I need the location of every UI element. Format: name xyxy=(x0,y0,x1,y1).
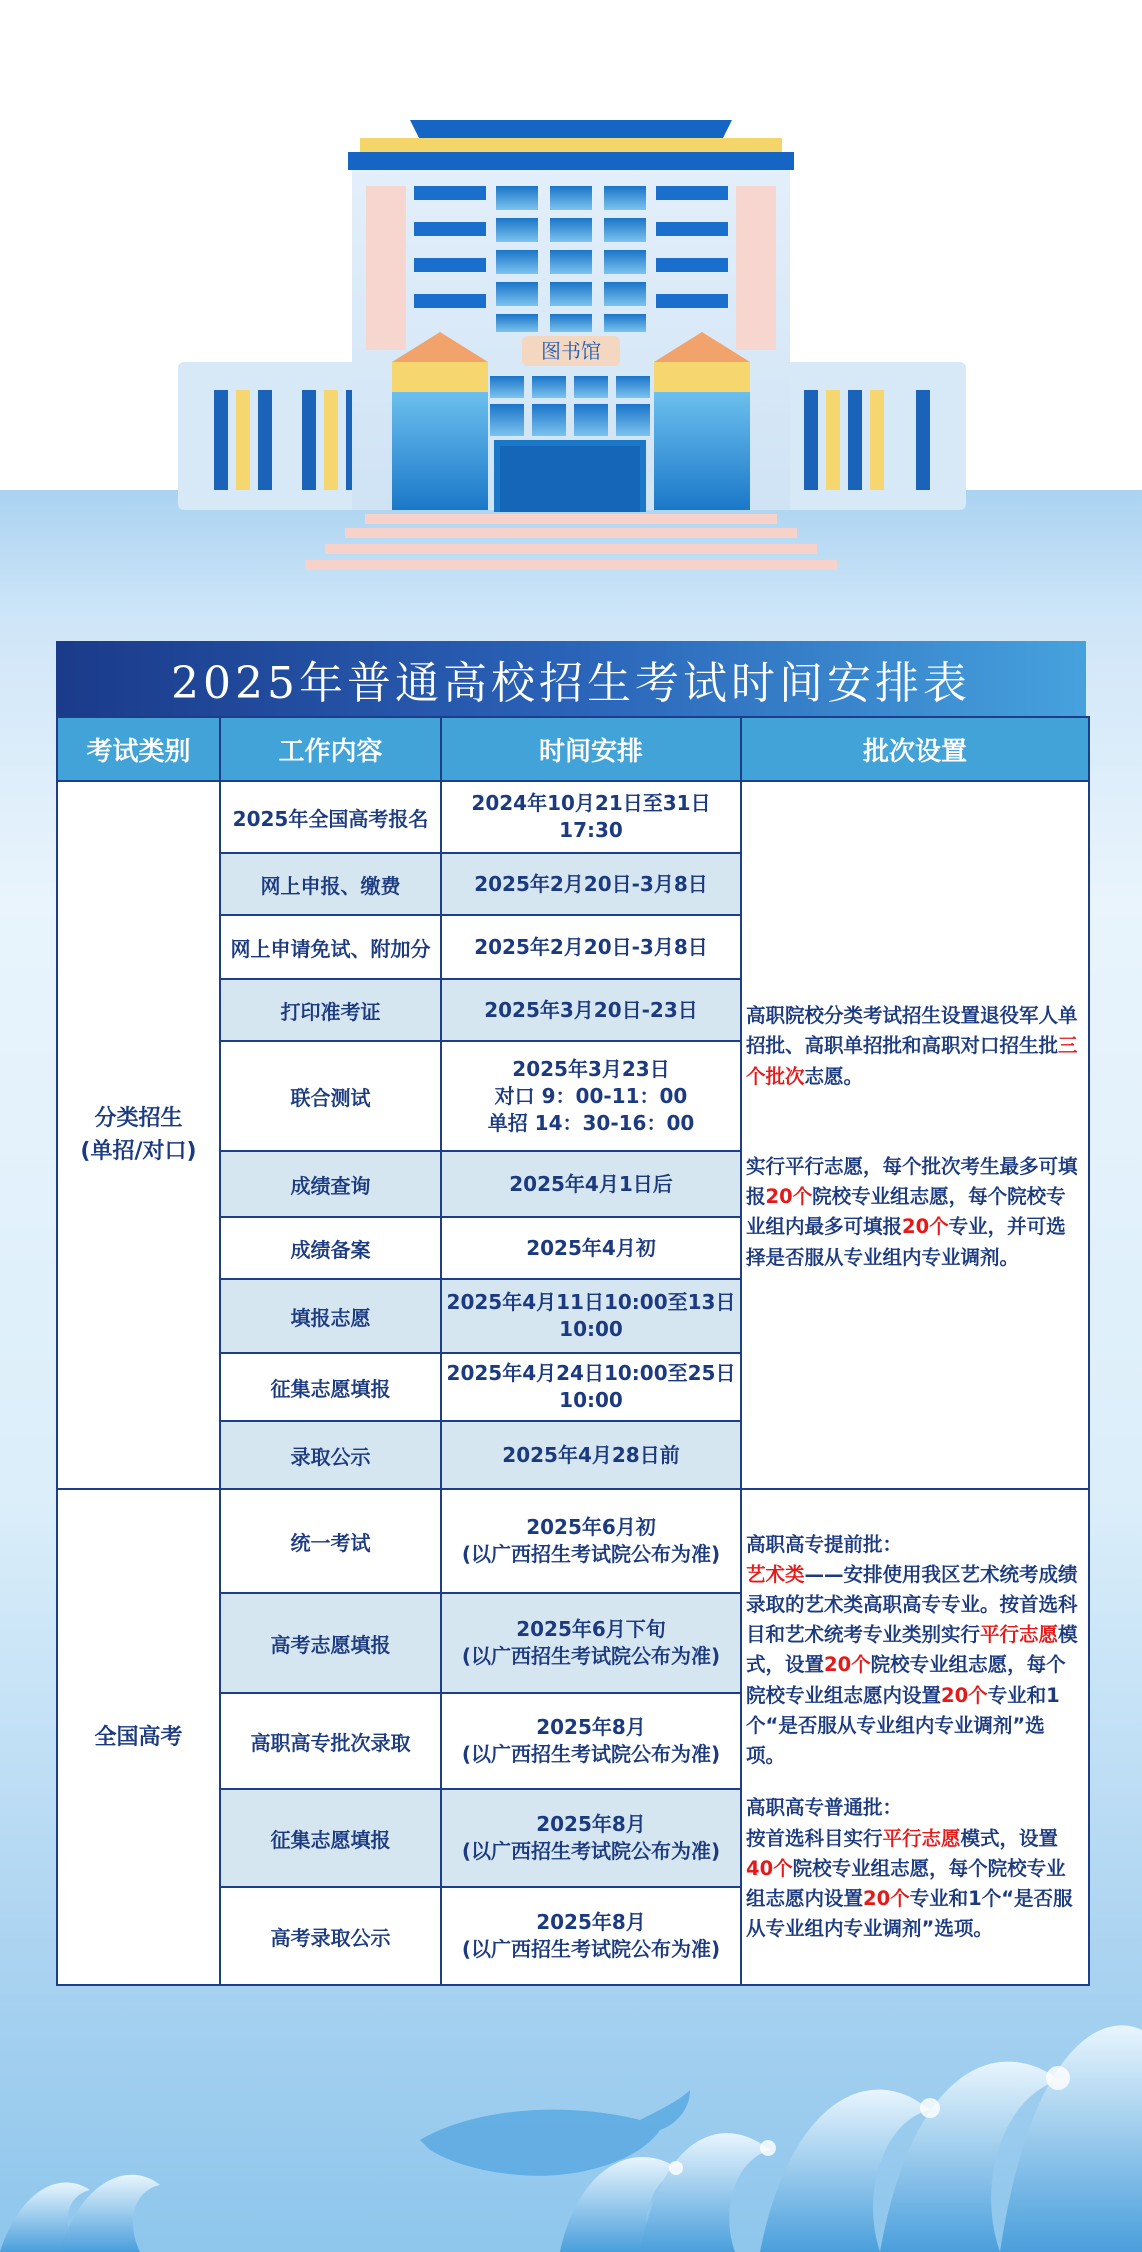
work-cell: 高职高专批次录取 xyxy=(220,1693,441,1789)
time-cell: 2025年2月20日-3月8日 xyxy=(441,853,741,915)
work-cell: 填报志愿 xyxy=(220,1279,441,1353)
batch-note-classified: 高职院校分类考试招生设置退役军人单招批、高职单招批和高职对口招生批三个批次志愿。 实行平行志愿，每个批次考生最多可填报20个院校专业组志愿，每个院校专业组内最多可填报20个专业，并可选择是否服从专业组内专业调剂。 xyxy=(741,781,1089,1489)
work-cell: 征集志愿填报 xyxy=(220,1789,441,1887)
time-cell: 2025年6月下旬 (以广西招生考试院公布为准) xyxy=(441,1593,741,1693)
category-cell-classified: 分类招生 (单招/对口) xyxy=(57,781,220,1489)
time-cell: 2025年3月20日-23日 xyxy=(441,979,741,1041)
work-cell: 联合测试 xyxy=(220,1041,441,1151)
time-cell: 2025年8月 (以广西招生考试院公布为准) xyxy=(441,1887,741,1985)
work-cell: 统一考试 xyxy=(220,1489,441,1593)
work-cell: 2025年全国高考报名 xyxy=(220,781,441,853)
schedule-table xyxy=(56,716,1090,1986)
time-cell: 2025年2月20日-3月8日 xyxy=(441,915,741,979)
time-cell: 2025年3月23日 对口 9：00-11：00 单招 14：30-16：00 xyxy=(441,1041,741,1151)
time-cell: 2025年4月初 xyxy=(441,1217,741,1279)
time-cell: 2025年4月28日前 xyxy=(441,1421,741,1489)
waves-decoration xyxy=(0,1990,1142,2252)
time-cell: 2025年6月初 (以广西招生考试院公布为准) xyxy=(441,1489,741,1593)
category-cell-national: 全国高考 xyxy=(57,1489,220,1985)
header-category: 考试类别 xyxy=(57,717,220,781)
work-cell: 网上申报、缴费 xyxy=(220,853,441,915)
batch-note-national: 高职高专提前批： 艺术类——安排使用我区艺术统考成绩录取的艺术类高职高专专业。按首选科目和艺术统考专业类别实行平行志愿模式，设置20个院校专业组志愿，每个院校专业组志愿内设置20个专业和1个“是否服从专业组内专业调剂”选项。 高职高专普通批： 按首选科目实行平行志愿模式，设置40个院校专业组志愿，每个院校专业组志愿内设置20个专业和1个“是否服从专业组内专业调剂”选项。 xyxy=(741,1489,1089,1985)
work-cell: 网上申请免试、附加分 xyxy=(220,915,441,979)
work-cell: 打印准考证 xyxy=(220,979,441,1041)
table-header-row xyxy=(57,717,1089,781)
schedule-title: 2025年普通高校招生考试时间安排表 xyxy=(56,641,1086,717)
time-cell: 2025年4月1日后 xyxy=(441,1151,741,1217)
work-cell: 高考录取公示 xyxy=(220,1887,441,1985)
table-row xyxy=(57,1489,1089,1593)
time-cell: 2025年4月11日10:00至13日 10:00 xyxy=(441,1279,741,1353)
time-cell: 2025年4月24日10:00至25日 10:00 xyxy=(441,1353,741,1421)
library-sign: 图书馆 xyxy=(541,339,601,363)
library-building-illustration xyxy=(0,0,1142,640)
work-cell: 高考志愿填报 xyxy=(220,1593,441,1693)
work-cell: 征集志愿填报 xyxy=(220,1353,441,1421)
header-batch: 批次设置 xyxy=(741,717,1089,781)
time-cell: 2024年10月21日至31日17:30 xyxy=(441,781,741,853)
time-cell: 2025年8月 (以广西招生考试院公布为准) xyxy=(441,1789,741,1887)
header-work: 工作内容 xyxy=(220,717,441,781)
table-row xyxy=(57,781,1089,853)
work-cell: 成绩备案 xyxy=(220,1217,441,1279)
header-time: 时间安排 xyxy=(441,717,741,781)
time-cell: 2025年8月 (以广西招生考试院公布为准) xyxy=(441,1693,741,1789)
work-cell: 成绩查询 xyxy=(220,1151,441,1217)
work-cell: 录取公示 xyxy=(220,1421,441,1489)
